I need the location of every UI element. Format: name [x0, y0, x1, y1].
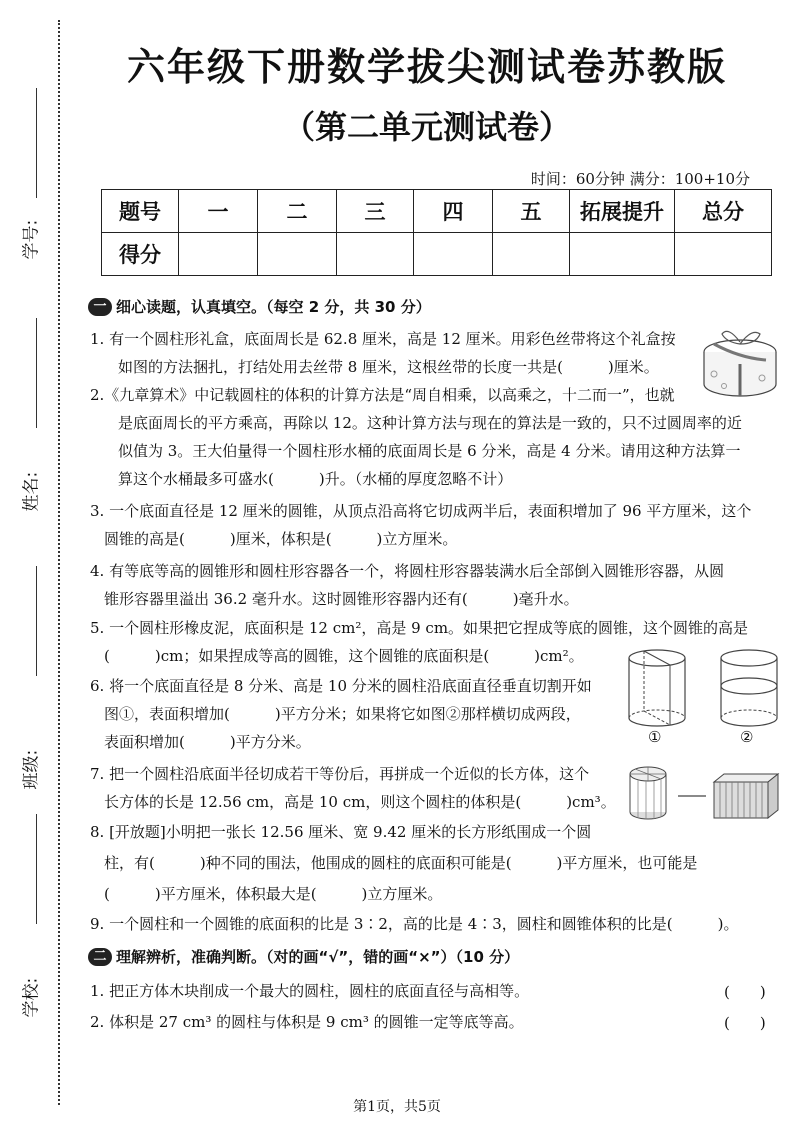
score-cell[interactable] [675, 233, 772, 276]
cylinder-to-cuboid-figure [626, 762, 782, 824]
question-line: ( )cm；如果捏成等高的圆锥，这个圆锥的底面积是( )cm²。 [104, 647, 584, 665]
section-2-heading [88, 946, 519, 967]
question-8 [90, 818, 697, 908]
binding-dotted-line [58, 20, 60, 1105]
score-table-score-row [102, 233, 772, 276]
question-line: 柱，有( )种不同的围法，他围成的圆柱的底面积可能是( )平方厘米，也可能是 [104, 854, 698, 872]
cylinder-horizontal-cut-figure [716, 648, 782, 728]
question-line: 4. 有等底等高的圆锥形和圆柱形容器各一个，将圆柱形容器装满水后全部倒入圆锥形容器，从圆 [90, 562, 725, 580]
section-2-number: 二 [88, 948, 112, 966]
score-cell[interactable] [570, 233, 675, 276]
question-line: 似值为 3。王大伯量得一个圆柱形水桶的底面周长是 6 分米，高是 4 分米。请用这种方法算一 [118, 442, 741, 460]
score-header-cell: 五 [493, 190, 570, 233]
section-1-title: 细心读题，认真填空。（每空 2 分，共 30 分） [116, 298, 431, 316]
question-line: 表面积增加( )平方分米。 [104, 733, 311, 751]
question-line: 2.《九章算术》中记载圆柱的体积的计算方法是“周自相乘，以高乘之，十二而一”，也就 [90, 386, 675, 404]
question-line: 如图的方法捆扎，打结处用去丝带 8 厘米，这根丝带的长度一共是( )厘米。 [118, 358, 659, 376]
xuexiao-line [36, 814, 37, 924]
question-2 [90, 381, 742, 493]
question-line: 是底面周长的平方乘高，再除以 12。这种计算方法与现在的算法是一致的，只不过圆周率的近 [118, 414, 742, 432]
judgement-2 [90, 1008, 524, 1036]
score-cell[interactable] [179, 233, 258, 276]
question-line: 9. 一个圆柱和一个圆锥的底面积的比是 3∶2，高的比是 4∶3，圆柱和圆锥体积的比是( )。 [90, 915, 739, 933]
figure-2-label: ② [740, 728, 754, 746]
question-line: 6. 将一个底面直径是 8 分米、高是 10 分米的圆柱沿底面直径垂直切割开如 [90, 677, 592, 695]
question-line: 图①，表面积增加( )平方分米；如果将它如图②那样横切成两段， [104, 705, 581, 723]
score-header-cell: 四 [414, 190, 493, 233]
score-header-cell: 二 [258, 190, 337, 233]
section-1-heading [88, 296, 431, 317]
xuexiao-label: 学校: [21, 977, 42, 1018]
score-cell[interactable] [258, 233, 337, 276]
score-header-cell: 拓展提升 [570, 190, 675, 233]
score-header-cell: 题号 [102, 190, 179, 233]
score-header-cell: 三 [337, 190, 414, 233]
question-line: 长方体的长是 12.56 cm，高是 10 cm，则这个圆柱的体积是( )cm³。 [104, 793, 616, 811]
question-line: 3. 一个底面直径是 12 厘米的圆锥，从顶点沿高将它切成两半后，表面积增加了 96 平方厘米，这个 [90, 502, 752, 520]
question-line: 7. 把一个圆柱沿底面半径切成若干等份后，再拼成一个近似的长方体，这个 [90, 765, 590, 783]
score-cell[interactable] [493, 233, 570, 276]
question-1 [90, 325, 676, 381]
question-3 [90, 497, 751, 553]
section-1-number: 一 [88, 298, 112, 316]
time-info: 时间：60分钟 满分：100+10分 [530, 170, 750, 188]
score-header-cell: 一 [179, 190, 258, 233]
section-2-title: 理解辨析，准确判断。（对的画“√”，错的画“×”）（10 分） [116, 948, 520, 966]
question-line: 圆锥的高是( )厘米，体积是( )立方厘米。 [104, 530, 458, 548]
score-table [101, 189, 772, 276]
xuehao-line [36, 88, 37, 198]
question-7 [90, 760, 616, 816]
question-line: ( )平方厘米，体积最大是( )立方厘米。 [104, 885, 443, 903]
score-cell[interactable] [337, 233, 414, 276]
question-line: 8. [开放题]小明把一张长 12.56 厘米、宽 9.42 厘米的长方形纸围成一个圆 [90, 823, 592, 841]
page-footer: 第1页，共5页 [353, 1099, 441, 1115]
question-line: 1. 有一个圆柱形礼盒，底面周长是 62.8 厘米，高是 12 厘米。用彩色丝带将这个礼盒按 [90, 330, 676, 348]
judgement-1 [90, 977, 529, 1005]
question-line: 2. 体积是 27 cm³ 的圆柱与体积是 9 cm³ 的圆锥一定等底等高。 [90, 1013, 524, 1031]
figure-1-label: ① [648, 728, 662, 746]
xingming-label: 姓名: [21, 471, 42, 512]
banji-line [36, 566, 37, 676]
page-title: 六年级下册数学拔尖测试卷苏教版 [126, 44, 727, 89]
cylinder-vertical-cut-figure [624, 648, 690, 728]
question-6 [90, 672, 592, 756]
page-subtitle: （第二单元测试卷） [282, 108, 571, 146]
question-line: 算这个水桶最多可盛水( )升。（水桶的厚度忽略不计） [118, 470, 513, 488]
score-cell[interactable] [414, 233, 493, 276]
question-9 [90, 910, 739, 938]
banji-label: 班级: [21, 749, 42, 790]
xuehao-label: 学号: [21, 219, 42, 260]
question-4 [90, 557, 724, 613]
question-line: 1. 把正方体木块削成一个最大的圆柱，圆柱的底面直径与高相等。 [90, 982, 530, 1000]
score-table-header-row [102, 190, 772, 233]
question-line: 5. 一个圆柱形橡皮泥，底面积是 12 cm²，高是 9 cm。如果把它捏成等底的圆锥，这个圆锥的高是 [90, 619, 749, 637]
answer-parenthesis[interactable]: ( ) [724, 1014, 766, 1032]
question-line: 锥形容器里溢出 36.2 毫升水。这时圆锥形容器内还有( )毫升水。 [104, 590, 579, 608]
score-header-cell: 总分 [675, 190, 772, 233]
score-row-label: 得分 [102, 233, 179, 276]
xingming-line [36, 318, 37, 428]
answer-parenthesis[interactable]: ( ) [724, 983, 766, 1001]
